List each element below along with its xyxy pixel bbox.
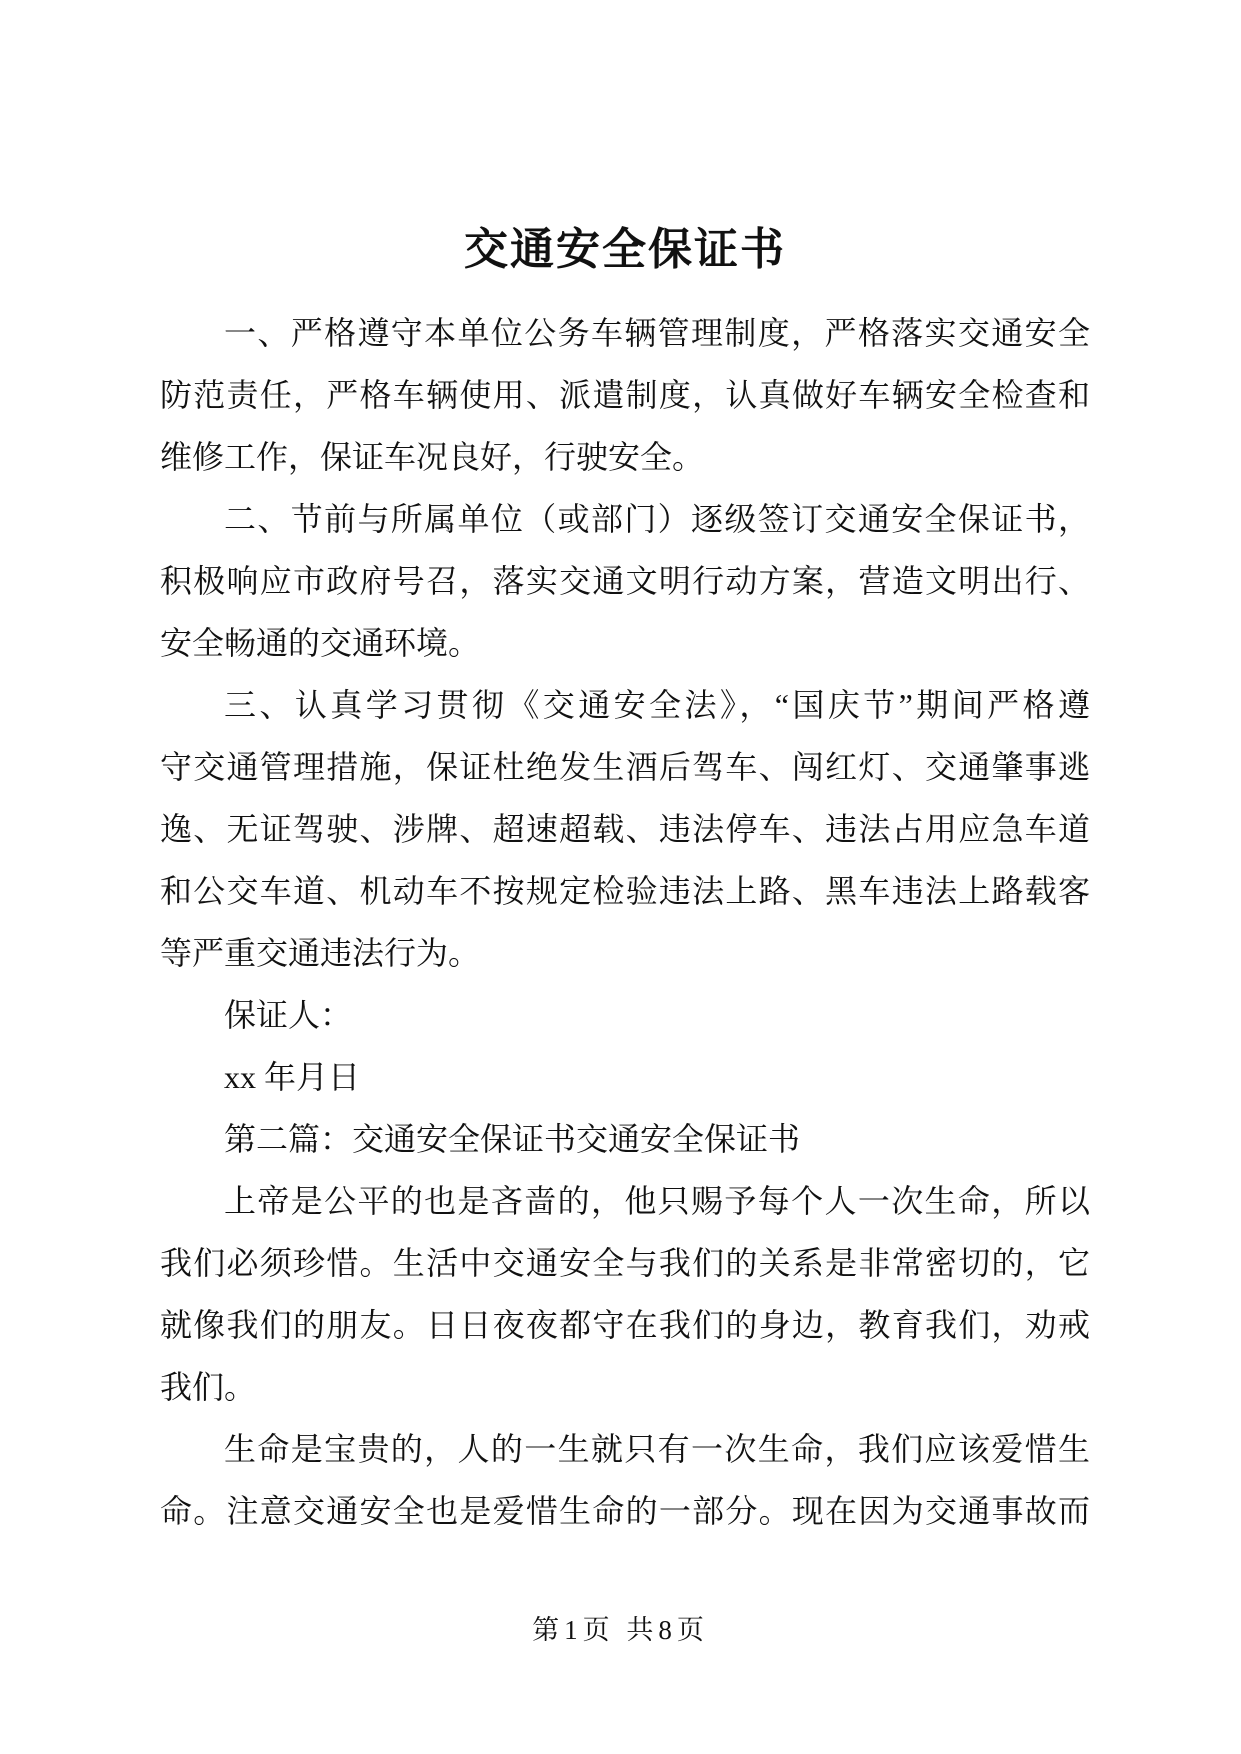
page-number-label: 第1页 共8页	[532, 1615, 709, 1645]
text-line: 维修工作，保证车况良好，行驶安全。	[160, 439, 705, 475]
text-line: 就像我们的朋友。日日夜夜都守在我们的身边，教育我们，劝戒	[160, 1307, 1090, 1343]
text-line: 上帝是公平的也是吝啬的，他只赐予每个人一次生命，所以	[224, 1183, 1090, 1219]
text-line: 命。注意交通安全也是爱惜生命的一部分。现在因为交通事故而	[160, 1493, 1090, 1529]
text-line: 防范责任，严格车辆使用、派遣制度，认真做好车辆安全检查和	[160, 377, 1090, 413]
text-line: 我们必须珍惜。生活中交通安全与我们的关系是非常密切的，它	[160, 1245, 1090, 1281]
text-line: 二、节前与所属单位（或部门）逐级签订交通安全保证书，	[224, 501, 1090, 537]
text-line: 安全畅通的交通环境。	[160, 625, 481, 661]
document-body	[160, 302, 1090, 1542]
text-line: 保证人：	[224, 997, 353, 1033]
text-line: 第二篇：交通安全保证书交通安全保证书	[224, 1121, 801, 1157]
page-footer	[0, 1608, 1241, 1652]
text-line: 一、严格遵守本单位公务车辆管理制度，严格落实交通安全	[224, 315, 1090, 351]
text-line: 生命是宝贵的，人的一生就只有一次生命，我们应该爱惜生	[224, 1431, 1090, 1467]
text-line: 积极响应市政府号召，落实交通文明行动方案，营造文明出行、	[160, 563, 1090, 599]
text-line: 和公交车道、机动车不按规定检验违法上路、黑车违法上路载客	[160, 873, 1090, 909]
document-title: 交通安全保证书	[464, 225, 786, 274]
text-line: 守交通管理措施，保证杜绝发生酒后驾车、闯红灯、交通肇事逃	[160, 749, 1090, 785]
text-line: 等严重交通违法行为。	[160, 935, 481, 971]
text-line: 三、认真学习贯彻《交通安全法》，“国庆节”期间严格遵	[224, 687, 1090, 723]
text-line: 我们。	[160, 1369, 257, 1405]
text-line: 逸、无证驾驶、涉牌、超速超载、违法停车、违法占用应急车道	[160, 811, 1090, 847]
text-line: xx 年月日	[224, 1059, 361, 1095]
